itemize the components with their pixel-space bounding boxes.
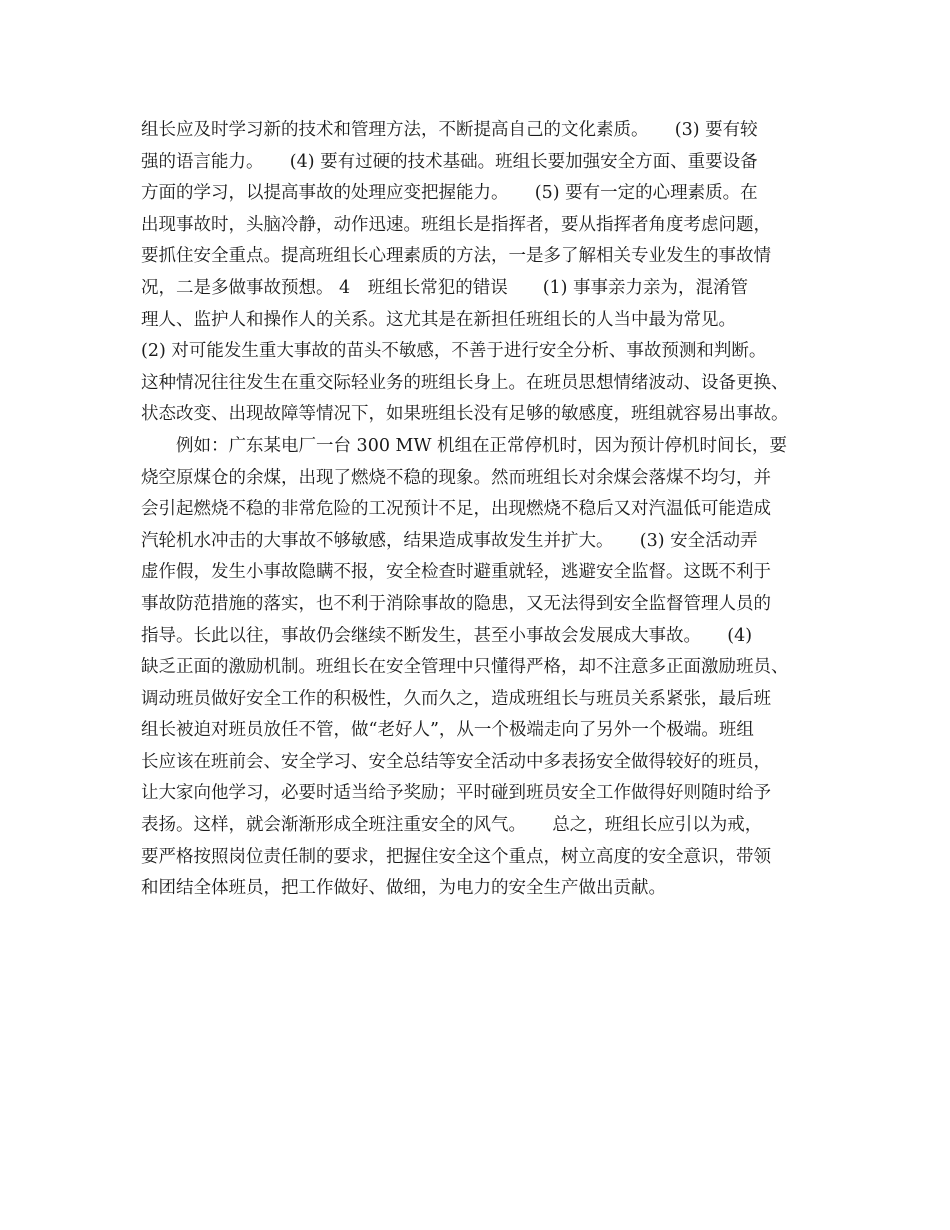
- text-line: 和团结全体班员，把工作做好、做细，为电力的安全生产做出贡献。: [141, 878, 666, 899]
- text-line: 要严格按照岗位责任制的要求，把握住安全这个重点，树立高度的安全意识，带领: [141, 846, 771, 867]
- text-line: 让大家向他学习，必要时适当给予奖励；平时碰到班员安全工作做得好则随时给予: [141, 783, 771, 804]
- text-line: 要抓住安全重点。提高班组长心理素质的方法，一是多了解相关专业发生的事故情: [141, 246, 771, 267]
- text-line: 表扬。这样，就会渐渐形成全班注重安全的风气。 总之，班组长应引以为戒，: [141, 815, 763, 836]
- text-line: 强的语言能力。 (4) 要有过硬的技术基础。班组长要加强安全方面、重要设备: [141, 151, 758, 172]
- text-line: 烧空原煤仓的余煤，出现了燃烧不稳的现象。然而班组长对余煤会落煤不均匀，并: [141, 467, 771, 488]
- text-line: 方面的学习，以提高事故的处理应变把握能力。 (5) 要有一定的心理素质。在: [141, 183, 758, 204]
- text-line: (2) 对可能发生重大事故的苗头不敏感，不善于进行安全分析、事故预测和判断。: [141, 341, 767, 362]
- text-line: 组长应及时学习新的技术和管理方法，不断提高自己的文化素质。 (3) 要有较: [141, 120, 758, 140]
- text-line: 事故防范措施的落实，也不利于消除事故的隐患，又无法得到安全监督管理人员的: [141, 593, 771, 614]
- text-line: 这种情况往往发生在重交际轻业务的班组长身上。在班员思想情绪波动、设备更换、: [141, 372, 789, 393]
- text-line: 调动班员做好安全工作的积极性，久而久之，造成班组长与班员关系紧张，最后班: [141, 688, 771, 709]
- text-line: 虚作假，发生小事故隐瞒不报，安全检查时避重就轻，逃避安全监督。这既不利于: [141, 562, 771, 583]
- text-line: 会引起燃烧不稳的非常危险的工况预计不足，出现燃烧不稳后又对汽温低可能造成: [141, 499, 771, 520]
- text-line: 组长被迫对班员放任不管，做“老好人”，从一个极端走向了另外一个极端。班组: [141, 720, 754, 741]
- body-text: [141, 115, 831, 905]
- text-line: 状态改变、出现故障等情况下，如果班组长没有足够的敏感度，班组就容易出事故。: [141, 404, 789, 425]
- text-line: 出现事故时，头脑冷静，动作迅速。班组长是指挥者，要从指挥者角度考虑问题，: [141, 214, 771, 235]
- text-line: 理人、监护人和操作人的关系。这尤其是在新担任班组长的人当中最为常见。: [141, 309, 736, 330]
- text-line: 指导。长此以往，事故仍会继续不断发生，甚至小事故会发展成大事故。 (4): [141, 625, 753, 646]
- text-line: 缺乏正面的激励机制。班组长在安全管理中只懂得严格，却不注意多正面激励班员、: [141, 657, 789, 678]
- text-line: 况，二是多做事故预想。 4 班组长常犯的错误 (1) 事事亲力亲为，混淆管: [141, 277, 749, 298]
- text-line: 例如：广东某电厂一台 300 MW 机组在正常停机时，因为预计停机时间长，要: [141, 435, 787, 456]
- text-line: 长应该在班前会、安全学习、安全总结等安全活动中多表扬安全做得较好的班员，: [141, 751, 771, 772]
- text-line: 汽轮机水冲击的大事故不够敏感，结果造成事故发生并扩大。 (3) 安全活动弄: [141, 530, 758, 551]
